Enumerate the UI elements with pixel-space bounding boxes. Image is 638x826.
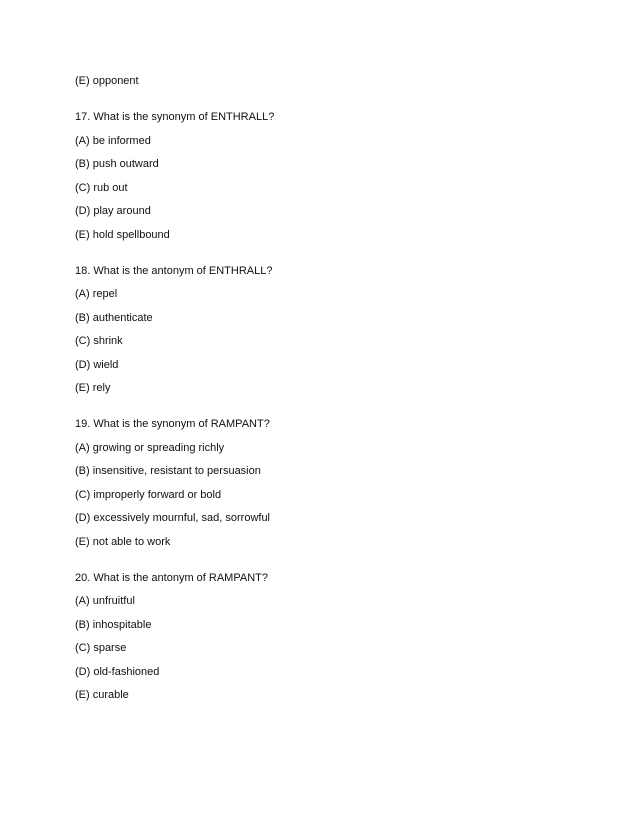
answer-option: (D) play around [75,205,151,217]
answer-option: (E) hold spellbound [75,228,170,241]
answer-option: (C) shrink [75,335,123,347]
answer-option: (A) repel [75,288,118,300]
question-text: 20. What is the antonym of RAMPANT? [75,571,268,584]
answer-option: (D) excessively mournful, sad, sorrowful [75,512,271,524]
answer-option: (E) curable [75,689,129,701]
answer-option: (A) growing or spreading richly [75,441,225,454]
answer-option: (B) inhospitable [75,618,152,631]
question-block-20 [75,572,595,703]
answer-option: (A) unfruitful [75,595,135,607]
question-block-19 [75,418,595,549]
answer-option: (A) be informed [75,134,151,147]
question-block-17 [75,111,595,242]
question-text: 17. What is the synonym of ENTHRALL? [75,111,275,123]
answer-option: (D) old-fashioned [75,665,160,678]
answer-option: (C) rub out [75,181,128,194]
answer-option: (B) push outward [75,158,159,170]
page-content [75,75,595,713]
answer-option: (C) sparse [75,642,127,654]
question-text: 19. What is the synonym of RAMPANT? [75,418,270,430]
answer-option: (C) improperly forward or bold [75,488,222,501]
question-text: 18. What is the antonym of ENTHRALL? [75,264,273,277]
answer-option: (B) insensitive, resistant to persuasion [75,465,261,477]
answer-option: (B) authenticate [75,311,153,324]
answer-option: (E) not able to work [75,535,171,548]
leading-option: (E) opponent [75,75,139,87]
answer-option: (E) rely [75,382,111,394]
answer-option: (D) wield [75,358,119,371]
question-block-18 [75,265,595,396]
